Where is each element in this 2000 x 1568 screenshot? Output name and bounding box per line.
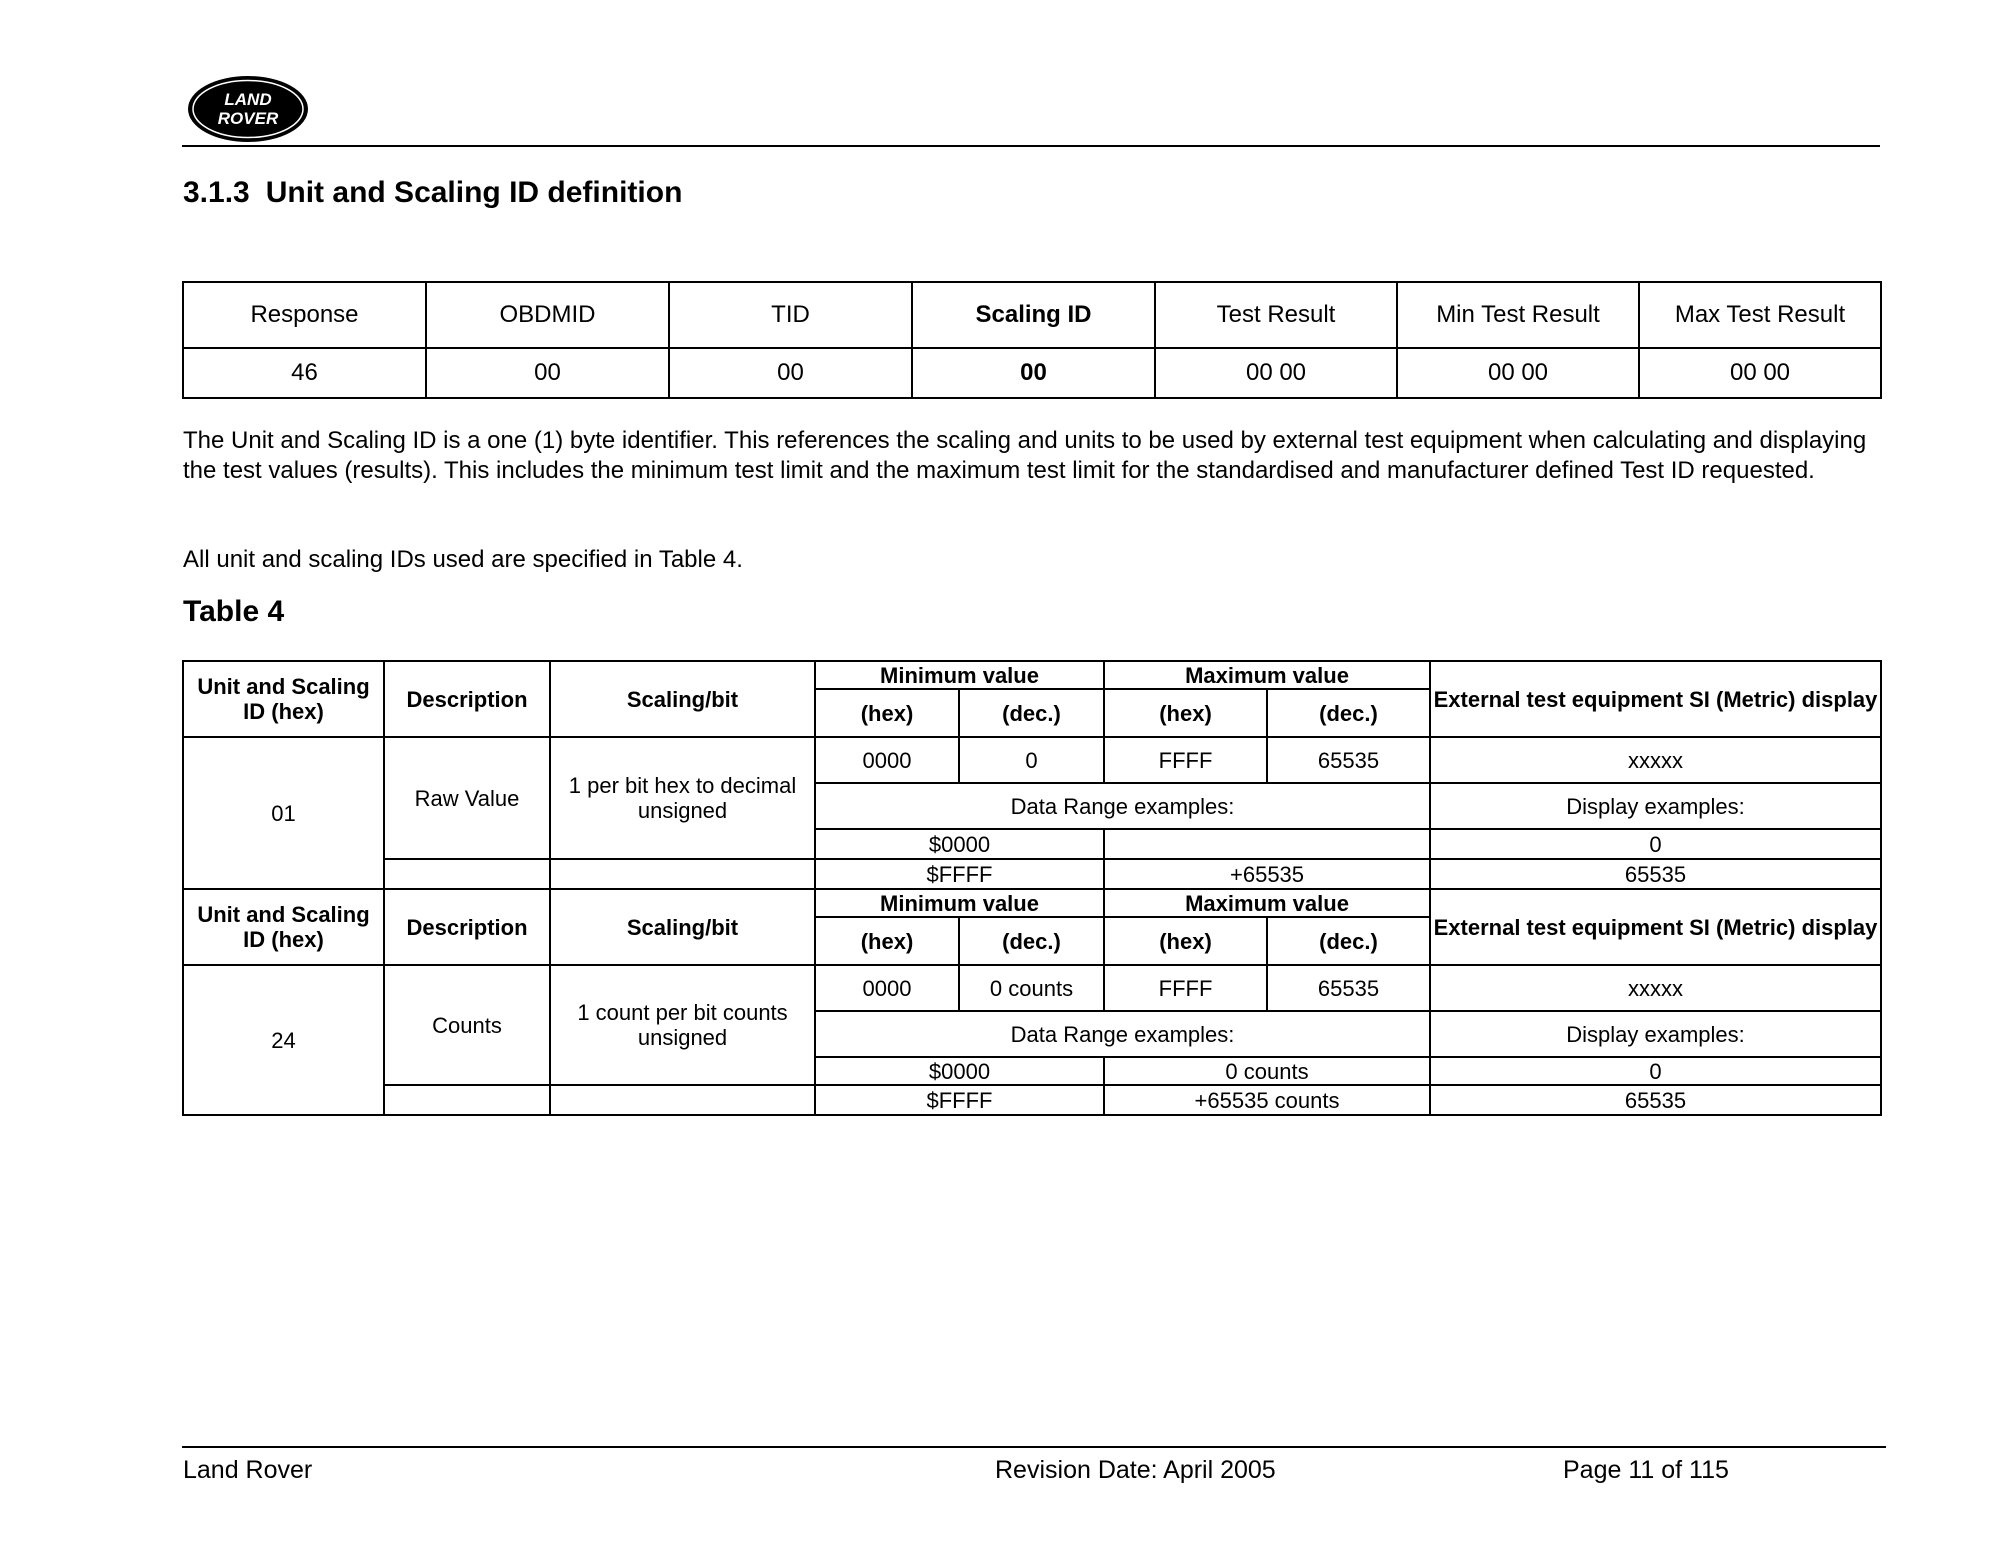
cell-example-display: 65535	[1430, 859, 1881, 889]
table-row	[183, 965, 1881, 1011]
header-external-display: External test equipment SI (Metric) display	[1430, 889, 1881, 965]
cell-display: xxxxx	[1430, 965, 1881, 1011]
header-min-hex: (hex)	[815, 689, 959, 737]
header-response: Response	[183, 282, 426, 348]
cell-unit-id: 24	[183, 965, 384, 1115]
table-row	[183, 859, 1881, 889]
cell-data-range-label: Data Range examples:	[815, 1011, 1430, 1057]
cell-max-hex: FFFF	[1104, 737, 1267, 783]
table-row	[183, 737, 1881, 783]
header-minimum-value: Minimum value	[815, 889, 1104, 917]
header-scaling-bit: Scaling/bit	[550, 889, 815, 965]
cell-max-dec: 65535	[1267, 737, 1430, 783]
header-scaling-bit: Scaling/bit	[550, 661, 815, 737]
header-tid: TID	[669, 282, 912, 348]
cell-empty	[550, 1085, 815, 1115]
cell-unit-id: 01	[183, 737, 384, 889]
header-minimum-value: Minimum value	[815, 661, 1104, 689]
land-rover-logo	[186, 74, 310, 144]
header-unit-scaling-id: Unit and Scaling ID (hex)	[183, 661, 384, 737]
cell-min-hex: 0000	[815, 965, 959, 1011]
cell-empty	[550, 859, 815, 889]
header-min-dec: (dec.)	[959, 917, 1104, 965]
footer-page-number: Page 11 of 115	[1563, 1456, 1729, 1484]
cell-example-dec: +65535 counts	[1104, 1085, 1430, 1115]
cell-example-display: 0	[1430, 829, 1881, 859]
cell-display-examples-label: Display examples:	[1430, 783, 1881, 829]
section-heading	[183, 176, 682, 210]
section-title: Unit and Scaling ID definition	[265, 176, 683, 209]
cell-empty	[384, 859, 550, 889]
value-scaling-id: 00	[912, 348, 1155, 398]
header-min-test-result: Min Test Result	[1397, 282, 1639, 348]
footer-company: Land Rover	[183, 1456, 313, 1484]
header-min-hex: (hex)	[815, 917, 959, 965]
response-table-header-row	[183, 282, 1881, 348]
cell-description: Counts	[384, 965, 550, 1085]
cell-example-hex: $0000	[815, 1057, 1104, 1085]
cell-min-dec: 0	[959, 737, 1104, 783]
footer-revision-date: Revision Date: April 2005	[995, 1456, 1276, 1484]
cell-data-range-label: Data Range examples:	[815, 783, 1430, 829]
table-header-row	[183, 661, 1881, 689]
cell-max-dec: 65535	[1267, 965, 1430, 1011]
cell-min-hex: 0000	[815, 737, 959, 783]
cell-example-dec	[1104, 829, 1430, 859]
header-divider	[182, 145, 1880, 147]
cell-example-display: 65535	[1430, 1085, 1881, 1115]
cell-scaling: 1 per bit hex to decimal unsigned	[550, 737, 815, 859]
value-tid: 00	[669, 348, 912, 398]
value-max-test-result: 00 00	[1639, 348, 1881, 398]
cell-empty	[384, 1085, 550, 1115]
cell-example-display: 0	[1430, 1057, 1881, 1085]
scaling-table	[182, 660, 1882, 1116]
cell-example-dec: 0 counts	[1104, 1057, 1430, 1085]
cell-example-hex: $0000	[815, 829, 1104, 859]
header-maximum-value: Maximum value	[1104, 661, 1430, 689]
value-test-result: 00 00	[1155, 348, 1397, 398]
table-title: Table 4	[183, 595, 285, 628]
cell-display-examples-label: Display examples:	[1430, 1011, 1881, 1057]
header-description: Description	[384, 661, 550, 737]
header-max-hex: (hex)	[1104, 689, 1267, 737]
cell-example-dec: +65535	[1104, 859, 1430, 889]
cell-max-hex: FFFF	[1104, 965, 1267, 1011]
header-min-dec: (dec.)	[959, 689, 1104, 737]
logo-text-rover: ROVER	[217, 109, 279, 128]
response-table	[182, 281, 1882, 399]
section-number: 3.1.3	[183, 176, 250, 209]
cell-description: Raw Value	[384, 737, 550, 859]
cell-scaling: 1 count per bit counts unsigned	[550, 965, 815, 1085]
header-unit-scaling-id: Unit and Scaling ID (hex)	[183, 889, 384, 965]
body-paragraph: The Unit and Scaling ID is a one (1) byte identifier. This references the scaling and units to be used by external test equipment when calculating and displaying the test values (results). This includes the minimum test limit and the maximum test limit for the standardised and manufacturer defined Test ID requested.	[183, 427, 1867, 484]
body-paragraph: All unit and scaling IDs used are specified in Table 4.	[183, 546, 743, 573]
value-response: 46	[183, 348, 426, 398]
table-row	[183, 1085, 1881, 1115]
header-obdmid: OBDMID	[426, 282, 669, 348]
header-max-dec: (dec.)	[1267, 917, 1430, 965]
value-obdmid: 00	[426, 348, 669, 398]
header-maximum-value: Maximum value	[1104, 889, 1430, 917]
table-header-row	[183, 889, 1881, 917]
logo-text-land: LAND	[224, 90, 272, 109]
cell-example-hex: $FFFF	[815, 1085, 1104, 1115]
footer-divider	[182, 1446, 1886, 1448]
header-test-result: Test Result	[1155, 282, 1397, 348]
cell-example-hex: $FFFF	[815, 859, 1104, 889]
header-description: Description	[384, 889, 550, 965]
header-scaling-id: Scaling ID	[912, 282, 1155, 348]
header-external-display: External test equipment SI (Metric) display	[1430, 661, 1881, 737]
header-max-hex: (hex)	[1104, 917, 1267, 965]
header-max-test-result: Max Test Result	[1639, 282, 1881, 348]
response-table-value-row	[183, 348, 1881, 398]
header-max-dec: (dec.)	[1267, 689, 1430, 737]
cell-min-dec: 0 counts	[959, 965, 1104, 1011]
cell-display: xxxxx	[1430, 737, 1881, 783]
value-min-test-result: 00 00	[1397, 348, 1639, 398]
